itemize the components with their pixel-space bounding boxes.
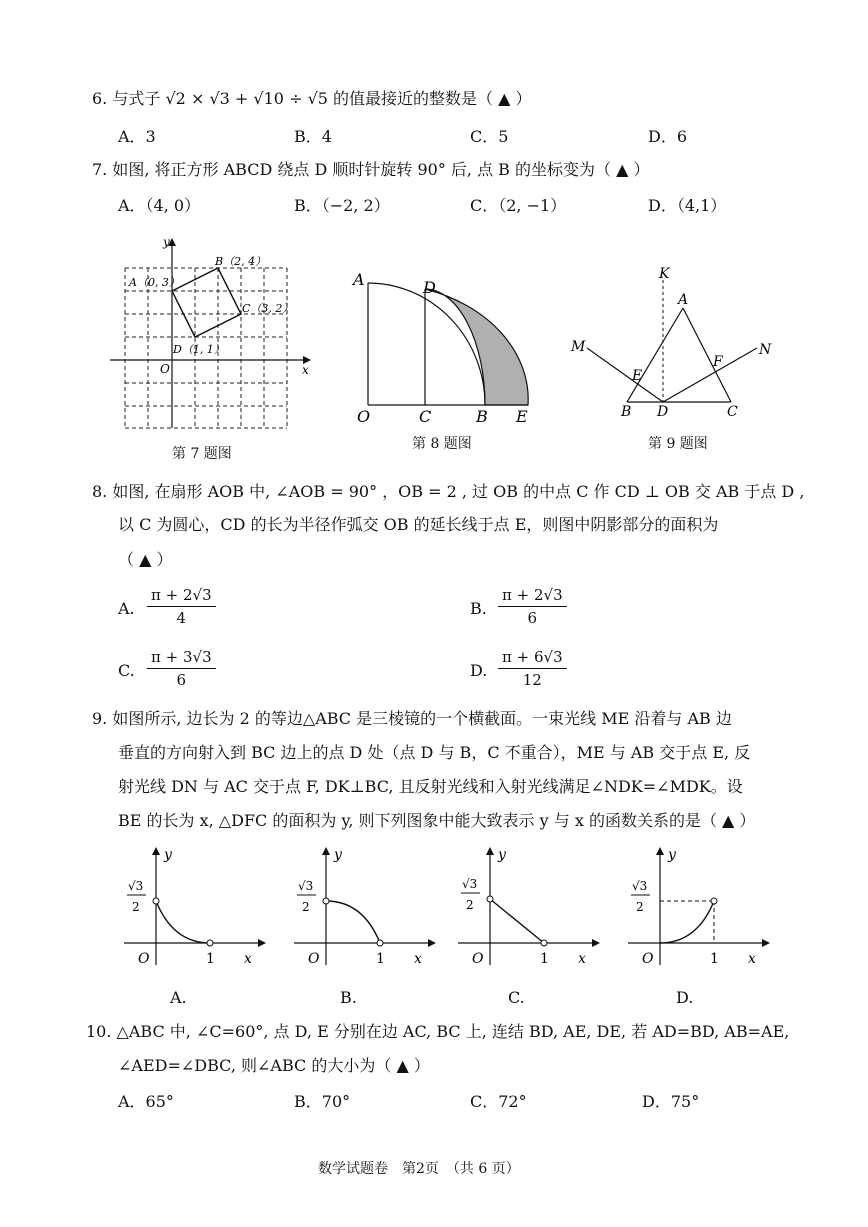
figure-7 bbox=[105, 232, 320, 432]
svg-text:√3: √3 bbox=[632, 879, 648, 893]
q7-option-b: B．（−2, 2） bbox=[294, 196, 390, 215]
q6-text-b: 的值最接近的整数是（ ▲ ） bbox=[333, 89, 532, 108]
fig8-label-c: C bbox=[419, 407, 432, 425]
q6-number: 6. bbox=[92, 89, 108, 108]
question-9 bbox=[92, 708, 732, 730]
svg-text:O: O bbox=[138, 951, 150, 967]
fig7-point-d-label: D（1, 1） bbox=[173, 343, 225, 356]
fig8-label-a: A bbox=[353, 270, 365, 289]
svg-text:2: 2 bbox=[636, 900, 644, 914]
q8-option-d-label: D. bbox=[470, 661, 488, 680]
q10-option-a: A．65° bbox=[118, 1092, 174, 1111]
q9-option-a: A. bbox=[170, 988, 187, 1007]
q10-option-d: D．75° bbox=[642, 1092, 700, 1111]
svg-text:1: 1 bbox=[206, 951, 215, 967]
q6-option-c: C．5 bbox=[470, 127, 509, 146]
q8-line1: 如图, 在扇形 AOB 中, ∠AOB = 90° ，OB = 2 , 过 OB 的中点 C 作 CD ⊥ OB 交 AB 于点 D , bbox=[112, 482, 805, 501]
q9-line1: 如图所示, 边长为 2 的等边△ABC 是三棱镜的一个横截面。一束光线 ME 沿着与 AB 边 bbox=[112, 709, 732, 728]
q10-number: 10. bbox=[86, 1022, 112, 1041]
fig8-label-b: B bbox=[476, 407, 488, 425]
fig8-caption: 第 8 题图 bbox=[412, 436, 472, 452]
fig7-point-b-label: B（2, 4） bbox=[215, 255, 267, 268]
q10-option-b: B．70° bbox=[294, 1092, 351, 1111]
question-7 bbox=[92, 159, 650, 181]
svg-text:y: y bbox=[498, 847, 506, 863]
svg-text:2: 2 bbox=[302, 900, 310, 914]
q9-line4: BE 的长为 x, △DFC 的面积为 y, 则下列图象中能大致表示 y 与 x 的函数关系的是（ ▲ ） bbox=[118, 811, 756, 830]
q8-option-c-fraction: $\frac{\pi + 3√3}{6}$ bbox=[147, 648, 216, 689]
svg-text:O: O bbox=[642, 951, 654, 967]
svg-text:√3: √3 bbox=[462, 877, 478, 891]
q8-option-d-fraction: $\frac{\pi + 6√3}{12}$ bbox=[498, 648, 567, 689]
q10-line1: △ABC 中, ∠C=60°, 点 D, E 分别在边 AC, BC 上, 连结 BD, AE, DE, 若 AD=BD, AB=AE, bbox=[116, 1022, 790, 1041]
svg-text:1: 1 bbox=[376, 951, 385, 967]
q9-number: 9. bbox=[92, 709, 108, 728]
fig7-point-a-label: A（0, 3） bbox=[129, 276, 180, 289]
svg-text:1: 1 bbox=[710, 951, 719, 967]
figure-8 bbox=[345, 265, 545, 425]
svg-text:y: y bbox=[668, 847, 676, 863]
question-8 bbox=[92, 481, 804, 503]
fig9-label-e: E bbox=[632, 368, 643, 384]
question-6 bbox=[92, 88, 532, 110]
q7-option-a: A．（4, 0） bbox=[118, 196, 201, 215]
q8-option-a-label: A. bbox=[118, 599, 135, 618]
svg-text:x: x bbox=[748, 951, 756, 967]
fig9-label-m: M bbox=[571, 339, 586, 355]
q7-option-c: C．（2, −1） bbox=[470, 196, 567, 215]
svg-text:y: y bbox=[164, 847, 172, 863]
q7-number: 7. bbox=[92, 160, 108, 179]
svg-text:x: x bbox=[578, 951, 586, 967]
q7-text: 如图, 将正方形 ABCD 绕点 D 顺时针旋转 90° 后, 点 B 的坐标变为（ ▲ ） bbox=[112, 160, 650, 179]
figure-9 bbox=[565, 262, 780, 422]
svg-text:√3: √3 bbox=[298, 879, 314, 893]
fig7-caption: 第 7 题图 bbox=[172, 446, 232, 462]
q8-option-a-fraction: $\frac{\pi + 2√3}{4}$ bbox=[147, 586, 216, 627]
q6-option-a: A．3 bbox=[118, 127, 156, 146]
question-10 bbox=[86, 1021, 789, 1043]
q8-option-b-fraction: $\frac{\pi + 2√3}{6}$ bbox=[498, 586, 567, 627]
q8-option-b-label: B. bbox=[470, 599, 487, 618]
fig9-label-b: B bbox=[621, 404, 632, 420]
q8-option-c-label: C. bbox=[118, 661, 135, 680]
q8-line2: 以 C 为圆心，CD 的长为半径作弧交 OB 的延长线于点 E，则图中阴影部分的面积为 bbox=[118, 515, 719, 534]
fig8-label-e: E bbox=[516, 407, 528, 425]
fig9-label-c: C bbox=[727, 404, 738, 420]
fig9-label-a: A bbox=[678, 292, 689, 308]
q9-option-b: B. bbox=[340, 988, 357, 1007]
fig7-y-label: y bbox=[163, 235, 170, 249]
fig9-caption: 第 9 题图 bbox=[648, 436, 708, 452]
q9-line3: 射光线 DN 与 AC 交于点 F, DK⊥BC, 且反射光线和入射光线满足∠NDK=∠MDK。设 bbox=[118, 777, 743, 796]
svg-text:x: x bbox=[414, 951, 422, 967]
fig9-label-f: F bbox=[713, 354, 723, 370]
q6-expression: √2 × √3 + √10 ÷ √5 bbox=[165, 89, 328, 108]
fig9-label-d: D bbox=[657, 404, 669, 420]
q9-option-c: C. bbox=[508, 988, 525, 1007]
q7-option-d: D．（4,1） bbox=[648, 196, 727, 215]
square-abcd bbox=[172, 268, 241, 337]
fig9-label-k: K bbox=[659, 266, 670, 282]
q8-line3: （ ▲ ） bbox=[118, 550, 173, 569]
q9-graph-a bbox=[118, 843, 268, 978]
page-footer: 数学试题卷 第2页 （共 6 页） bbox=[318, 1161, 520, 1177]
svg-text:x: x bbox=[244, 951, 252, 967]
fig9-label-n: N bbox=[759, 342, 772, 358]
svg-text:y: y bbox=[334, 847, 342, 863]
q9-graph-c bbox=[452, 843, 602, 978]
svg-text:2: 2 bbox=[132, 900, 140, 914]
fig8-label-o: O bbox=[357, 407, 371, 425]
fig7-origin-label: O bbox=[160, 362, 170, 376]
svg-text:1: 1 bbox=[540, 951, 549, 967]
svg-text:√3: √3 bbox=[128, 879, 144, 893]
q10-line2: ∠AED=∠DBC, 则∠ABC 的大小为（ ▲ ） bbox=[118, 1056, 430, 1075]
q8-number: 8. bbox=[92, 482, 108, 501]
q9-graph-b bbox=[288, 843, 438, 978]
q9-line2: 垂直的方向射入到 BC 边上的点 D 处（点 D 与 B，C 不重合），ME 与 AB 交于点 E, 反 bbox=[118, 743, 751, 762]
q10-option-c: C．72° bbox=[470, 1092, 527, 1111]
q6-option-b: B．4 bbox=[294, 127, 332, 146]
fig7-x-label: x bbox=[302, 363, 309, 377]
svg-text:2: 2 bbox=[466, 898, 474, 912]
svg-text:O: O bbox=[308, 951, 320, 967]
svg-text:O: O bbox=[472, 951, 484, 967]
q9-graph-d bbox=[622, 843, 772, 978]
fig8-label-d: D bbox=[423, 278, 436, 297]
fig7-point-c-label: C（3, 2） bbox=[242, 302, 294, 315]
q6-text-a: 与式子 bbox=[112, 89, 161, 108]
q6-option-d: D．6 bbox=[648, 127, 688, 146]
shaded-region bbox=[425, 289, 528, 405]
q9-option-d: D. bbox=[676, 988, 694, 1007]
